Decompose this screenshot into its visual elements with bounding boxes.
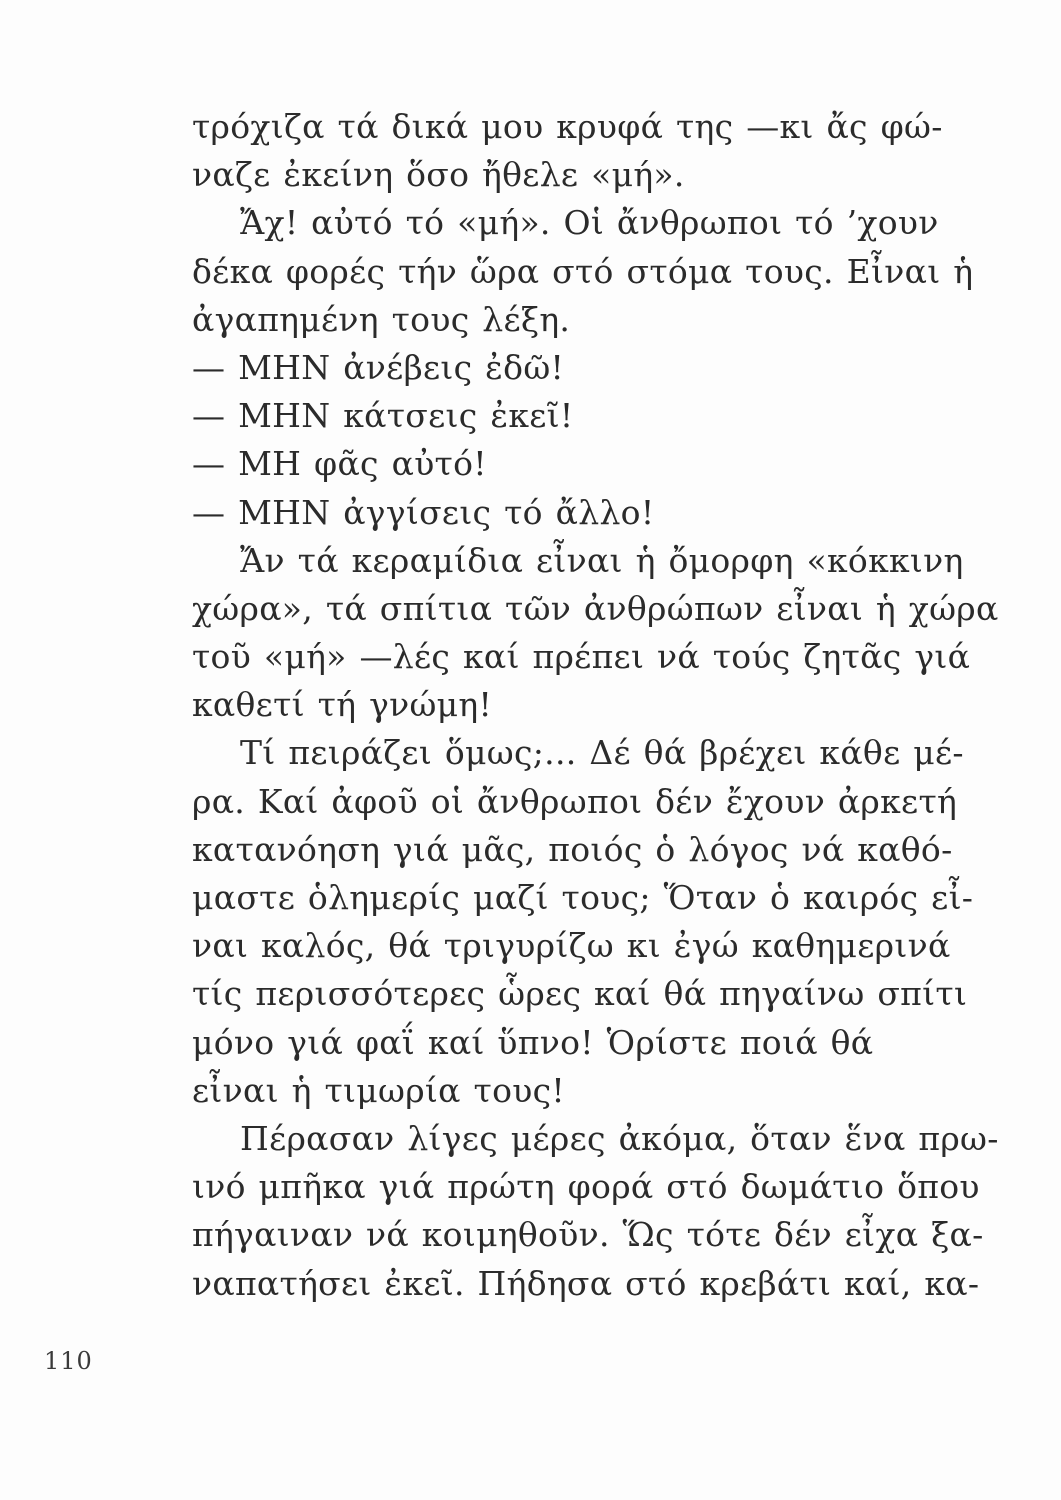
text-line: μόνο γιά φαΐ καί ὕπνο! Ὁρίστε ποιά θά [192, 1022, 874, 1062]
text-line: τοῦ «μή» —λές καί πρέπει νά τούς ζητᾶς γιά [192, 637, 971, 677]
text-line: Πέρασαν λίγες μέρες ἀκόμα, ὅταν ἕνα πρω- [240, 1118, 999, 1158]
text-line: δέκα φορές τήν ὥρα στό στόμα τους. Εἶναι ἡ [192, 251, 974, 291]
text-line: ναζε ἐκείνη ὅσο ἤθελε «μή». [192, 155, 685, 195]
text-line: εἶναι ἡ τιμωρία τους! [192, 1070, 565, 1110]
text-line: πήγαιναν νά κοιμηθοῦν. Ὥς τότε δέν εἶχα ξα- [192, 1215, 984, 1255]
text-line: μαστε ὁλημερίς μαζί τους; Ὅταν ὁ καιρός εἶ- [192, 878, 974, 917]
text-line: — ΜΗ φᾶς αὐτό! [192, 444, 487, 484]
body-text [192, 103, 999, 1308]
text-line: κατανόηση γιά μᾶς, ποιός ὁ λόγος νά καθό- [192, 829, 953, 869]
text-line: ινό μπῆκα γιά πρώτη φορά στό δωμάτιο ὅπου [192, 1167, 980, 1207]
page-number: 110 [44, 1347, 93, 1375]
text-line: τίς περισσότερες ὧρες καί θά πηγαίνω σπίτι [192, 974, 968, 1014]
text-line: χώρα», τά σπίτια τῶν ἀνθρώπων εἶναι ἡ χώρα [192, 588, 999, 628]
text-line: Ἄχ! αὐτό τό «μή». Οἱ ἄνθρωποι τό ’χουν [240, 203, 939, 243]
text-line: — ΜΗΝ ἀνέβεις ἐδῶ! [192, 347, 565, 387]
text-line: ναι καλός, θά τριγυρίζω κι ἐγώ καθημερινά [192, 926, 951, 966]
text-line: Τί πειράζει ὅμως;... Δέ θά βρέχει κάθε μέ- [240, 733, 964, 773]
text-line: ρα. Καί ἀφοῦ οἱ ἄνθρωποι δέν ἔχουν ἀρκετή [192, 781, 958, 821]
text-line: Ἄν τά κεραμίδια εἶναι ἡ ὄμορφη «κόκκινη [240, 540, 964, 580]
text-line: ἀγαπημένη τους λέξη. [192, 299, 571, 339]
text-line: ναπατήσει ἐκεῖ. Πήδησα στό κρεβάτι καί, κα- [192, 1263, 980, 1303]
text-line: — ΜΗΝ ἀγγίσεις τό ἄλλο! [192, 492, 655, 532]
text-line: — ΜΗΝ κάτσεις ἐκεῖ! [192, 396, 574, 436]
text-line: καθετί τή γνώμη! [192, 685, 493, 725]
text-line: τρόχιζα τά δικά μου κρυφά της —κι ἄς φώ- [192, 107, 943, 146]
